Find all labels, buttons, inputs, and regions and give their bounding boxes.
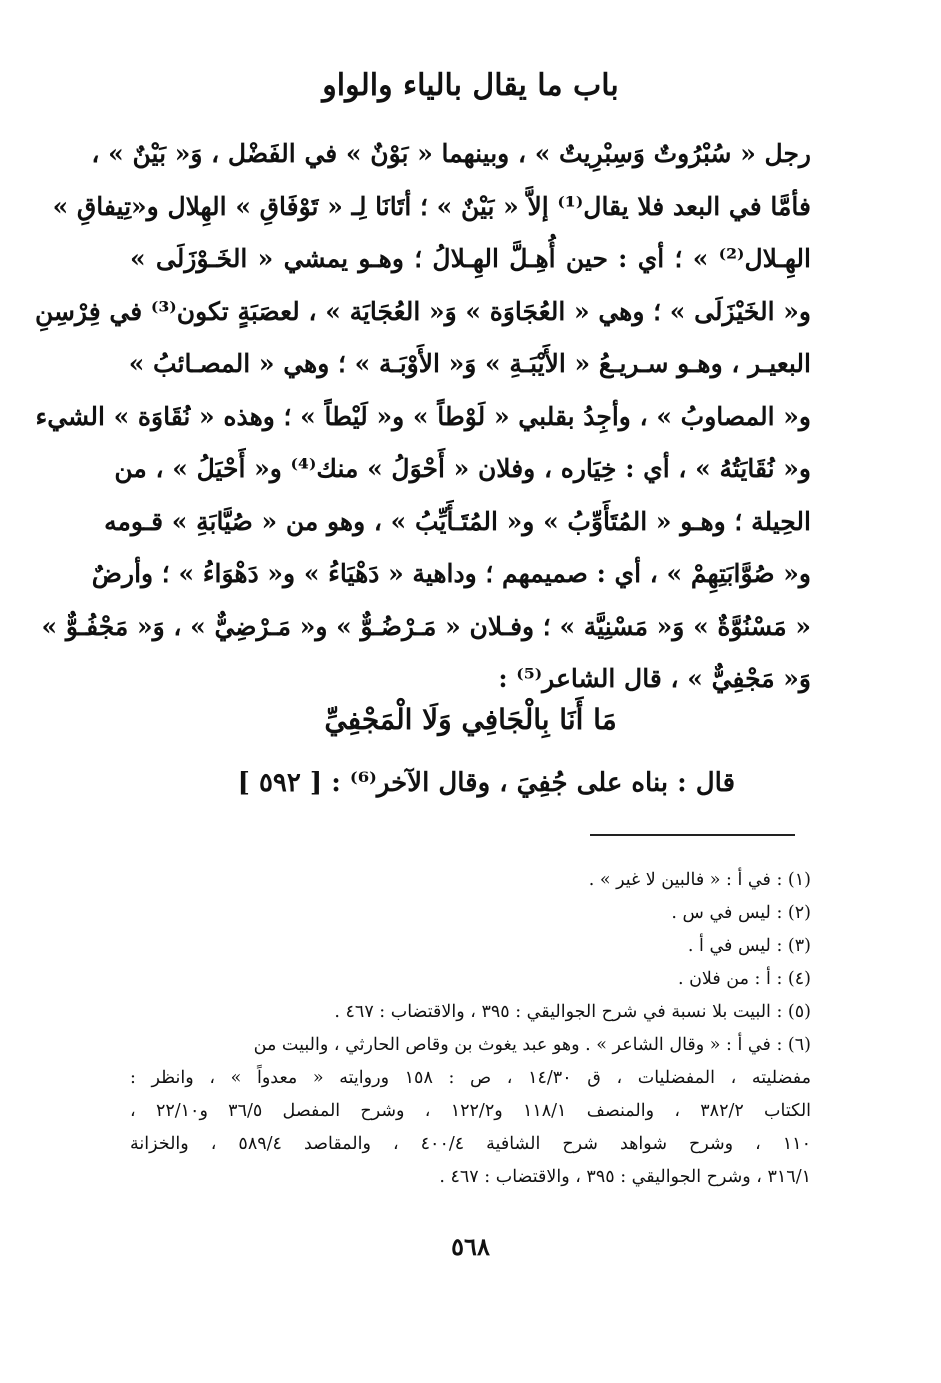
poetry-verse: مَا أَنَا بِالْجَافِي وَلَا الْمَجْفِيِّ [324, 703, 617, 736]
footnote [130, 930, 811, 963]
footnote [130, 864, 811, 897]
footnote-number: (١) : [776, 870, 811, 890]
text-line: « مَسْنُوَّةٌ » وَ« مَسْنِيَّة » ؛ وفـلان « مَـرْضُـوٌّ » و« مَـرْضِيٌّ » ، وَ« مَجْفُـوٌّ » [41, 611, 811, 641]
footnote [130, 1029, 811, 1062]
text-line: و« صُوَّابَتِهِمْ » ، أي : صميمهم ؛ وداهية « دَهْيَاءُ » و« دَهْوَاءُ » ؛ وأرضٌ [91, 559, 811, 588]
footnote-text: البيت بلا نسبة في شرح الجواليقي : ٣٩٥ ، والاقتضاب : ٤٦٧ . [334, 1002, 771, 1022]
footnotes [130, 864, 811, 1194]
text-line: البعيـر ، وهـو سـريـعُ « الأَيْبَـةِ » وَ« الأَوْبَـة » ؛ وهي « المصـائبُ » [128, 349, 811, 378]
footnote-continuation: ١١٠ ، وشرح شواهد شرح الشافية ٤٠٠/٤ ، والمقاصد ٥٨٩/٤ ، والخزانة [130, 1134, 811, 1154]
footnote-text: ليس في س . [671, 903, 771, 923]
footnote-continuation: الكتاب ٣٨٢/٢ ، والمنصف ١١٨/١ و١٢٢/٢ ، وشرح المفصل ٣٦/٥ و٢٢/١٠ ، [130, 1101, 812, 1121]
text-line: الحِيلة ؛ وهـو « المُتَأَوِّبُ » و« المُتَـأَيِّبُ » ، وهو من « صُيَّابَةِ » قـومه [104, 506, 811, 536]
footnote-number: (٦) : [776, 1035, 811, 1055]
footnote-number: (٥) : [776, 1002, 811, 1022]
text-line: فأمَّا في البعد فلا يقال⁽¹⁾ إلاَّ « بَيْنٌ » ؛ أتَانَا لِـ « تَوْفَاقِ » الهِلال و«تِيفاقِ » [52, 191, 811, 221]
footnote-divider [590, 834, 795, 836]
footnote-text: في أ : « وقال الشاعر » . وهو عبد يغوث بن وقاص الحارثي ، والبيت من [253, 1035, 771, 1055]
verse-commentary: قال : بناه على جُفِيَ ، وقال الآخر⁽⁶⁾ : [ ٥٩٢ ] [237, 768, 735, 798]
text-line: الهِـلال⁽²⁾ » ؛ أي : حين أُهِـلَّ الهِـلالُ ؛ وهـو يمشي « الخَـوْزَلَى » [130, 244, 811, 273]
text-line: وَ« مَجْفِيٌّ » ، قال الشاعر⁽⁵⁾ : [498, 664, 811, 693]
footnote-text: في أ : « فالبين لا غير » . [588, 870, 771, 890]
footnote [130, 963, 811, 996]
footnote [130, 897, 811, 930]
text-line: و« المصاوبُ » ، وأجِدُ بقلبي « لَوْطاً » و« لَيْطاً » ؛ وهذه « نُقَاوَة » الشيء [35, 401, 811, 431]
footnote [130, 996, 811, 1029]
footnote-text: أ : من فلان . [677, 969, 771, 989]
chapter-title: باب ما يقال بالياء والواو [322, 68, 619, 103]
text-line: و« نُقَايَتُهُ » ، أي : خِيَاره ، وفلان « أَحْوَلُ » منك⁽⁴⁾ و« أَحْيَلُ » ، من [114, 454, 811, 483]
footnote-number: (٢) : [776, 903, 811, 923]
page-number: ٥٦٨ [451, 1232, 490, 1261]
text-line: رجل « سُبْرُوتٌ وَسِبْرِيتٌ » ، وبينهما « بَوْنٌ » في الفَضْل ، وَ« بَيْنٌ » ، [91, 139, 811, 168]
text-line: و« الخَيْزَلَى » ؛ وهي « العُجَاوَة » وَ« العُجَايَة » ، لعصَبَةٍ تكون⁽³⁾ في فِرْسِنِ [34, 296, 811, 326]
main-text [34, 128, 811, 706]
footnote-text: ليس في أ . [687, 936, 771, 956]
footnote-number: (٤) : [776, 969, 811, 989]
footnote-number: (٣) : [776, 936, 811, 956]
footnote-continuation: ٣١٦/١ ، وشرح الجواليقي : ٣٩٥ ، والاقتضاب : ٤٦٧ . [439, 1167, 811, 1187]
footnote-continuation: مفضليته ، المفضليات ، ق ١٤/٣٠ ، ص : ١٥٨ وروايته « معدواً » ، وانظر : [130, 1068, 811, 1088]
